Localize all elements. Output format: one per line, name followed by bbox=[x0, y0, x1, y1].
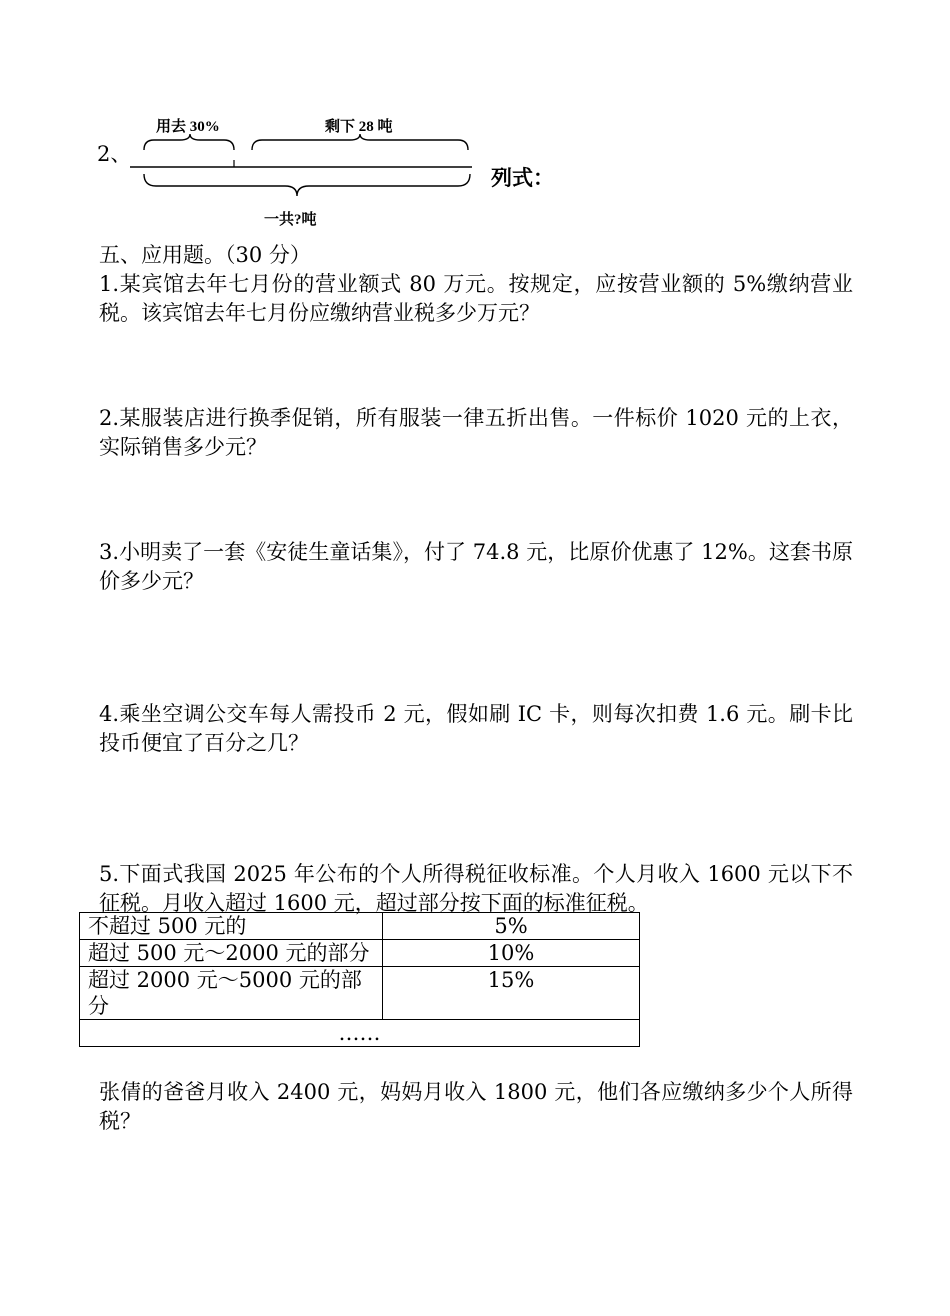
table-row bbox=[80, 913, 640, 940]
section-title: 五、应用题。（30 分） bbox=[99, 243, 311, 267]
question-2-number: 2、 bbox=[97, 142, 132, 166]
question-5-followup: 张倩的爸爸月收入 2400 元，妈妈月收入 1800 元，他们各应缴纳多少个人所得税？ bbox=[99, 1080, 853, 1133]
tax-range-cell: 不超过 500 元的 bbox=[80, 913, 383, 940]
question-5: 5.下面式我国 2025 年公布的个人所得税征收标准。个人月收入 1600 元以下不征税。月收入超过 1600 元，超过部分按下面的标准征税。 bbox=[99, 862, 853, 915]
tax-rate-table bbox=[79, 912, 640, 1047]
used-label: 用去 30% bbox=[156, 119, 220, 135]
remaining-label: 剩下 28 吨 bbox=[325, 119, 393, 135]
table-row bbox=[80, 1020, 640, 1047]
question-4: 4.乘坐空调公交车每人需投币 2 元，假如刷 IC 卡，则每次扣费 1.6 元。刷卡比投币便宜了百分之几？ bbox=[99, 702, 853, 755]
tax-range-cell: 超过 2000 元～5000 元的部分 bbox=[80, 967, 383, 1020]
used-brace bbox=[144, 134, 234, 150]
tax-range-cell: 超过 500 元～2000 元的部分 bbox=[80, 940, 383, 967]
total-brace bbox=[144, 174, 470, 196]
question-3: 3.小明卖了一套《安徒生童话集》，付了 74.8 元，比原价优惠了 12%。这套书原价多少元？ bbox=[99, 540, 853, 593]
total-label: 一共?吨 bbox=[264, 212, 317, 228]
tax-rate-cell: 5% bbox=[383, 913, 640, 940]
table-row bbox=[80, 967, 640, 1020]
tax-rate-cell: 10% bbox=[383, 940, 640, 967]
remaining-brace bbox=[252, 134, 468, 150]
tax-rate-cell: 15% bbox=[383, 967, 640, 1020]
table-row bbox=[80, 940, 640, 967]
formula-label: 列式： bbox=[491, 166, 554, 190]
segment-diagram bbox=[120, 130, 490, 210]
question-1: 1.某宾馆去年七月份的营业额式 80 万元。按规定，应按营业额的 5%缴纳营业税。该宾馆去年七月份应缴纳营业税多少万元？ bbox=[99, 272, 853, 325]
table-ellipsis: …… bbox=[80, 1020, 640, 1047]
question-2: 2.某服装店进行换季促销，所有服装一律五折出售。一件标价 1020 元的上衣，实际销售多少元？ bbox=[99, 406, 853, 459]
